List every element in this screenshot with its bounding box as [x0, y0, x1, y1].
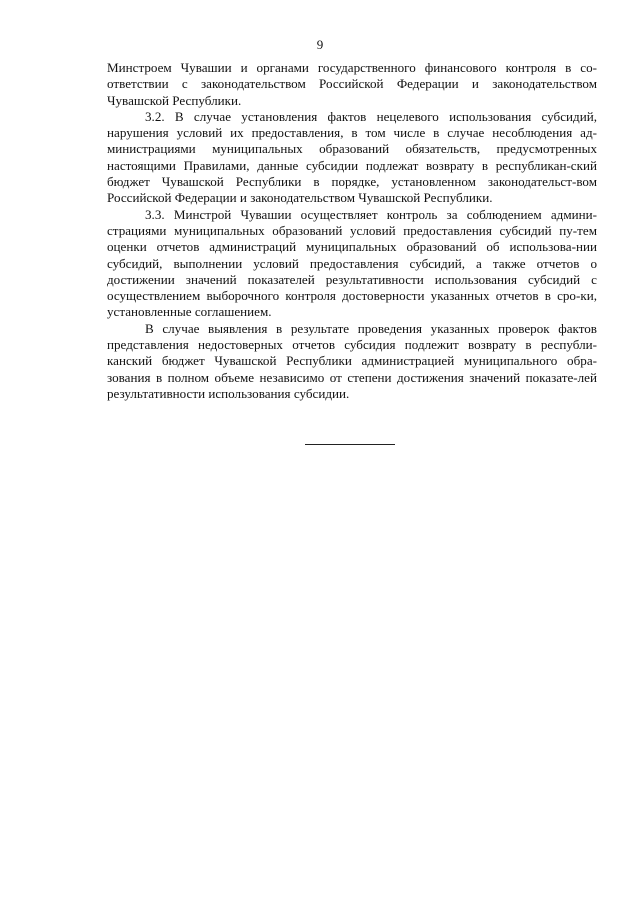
- end-of-document-rule: [305, 444, 395, 445]
- document-body: [107, 60, 597, 402]
- paragraph-continuation: Минстроем Чувашии и органами государственного финансового контроля в со-ответствии с законодательством Российской Федерации и законодательством Чувашской Республики.: [107, 60, 597, 108]
- paragraph-3-2: 3.2. В случае установления фактов нецелевого использования субсидий, нарушения условий их предоставления, в том числе в случае несоблюдения ад-министрациями муниципальных образований обязательств, предусмотренных настоящими Правилами, данные субсидии подлежат возврату в республикан-ский бюджет Чувашской Республики в порядке, установленном законодательст-вом Российской Федерации и законодательством Чувашской Республики.: [107, 108, 597, 206]
- paragraph-verification-result: В случае выявления в результате проведения указанных проверок фактов представления недостоверных отчетов субсидия подлежит возврату в республи-канский бюджет Чувашской Республики администрацией муниципального обра-зования в полном объеме независимо от степени достижения значений показате-лей результативности использования субсидии.: [107, 320, 597, 401]
- paragraph-3-3: 3.3. Минстрой Чувашии осуществляет контроль за соблюдением админи-страциями муниципальных образований условий предоставления субсидий пу-тем оценки отчетов администраций муниципальных образований об использова-нии субсидий, выполнении условий предоставления субсидий, а также отчетов о достижении значений показателей результативности использования субсидий с осуществлением выборочного контроля достоверности указанных отчетов в сро-ки, установленные соглашением.: [107, 206, 597, 320]
- page-number: 9: [316, 37, 324, 52]
